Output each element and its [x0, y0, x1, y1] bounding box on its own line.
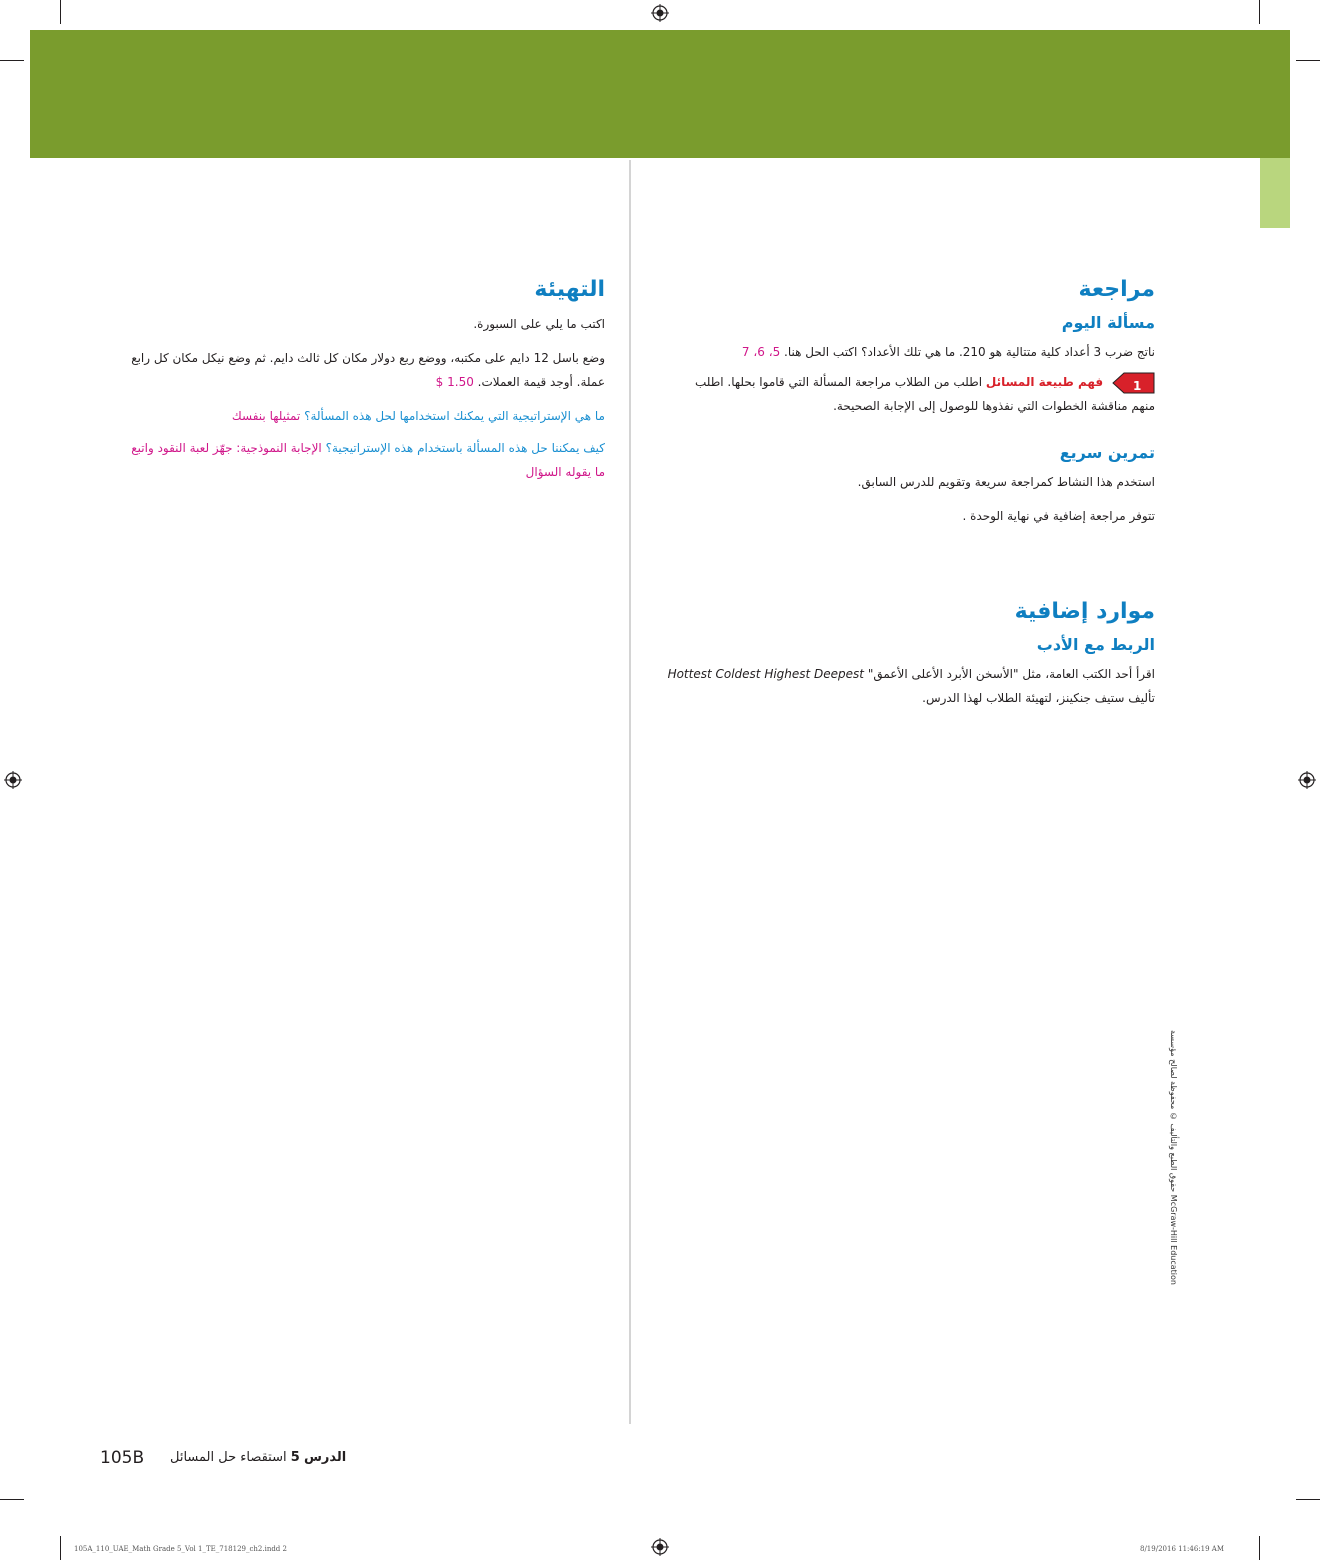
lesson-title: استقصاء حل المسائل [170, 1450, 287, 1465]
crop-mark [1259, 1536, 1260, 1560]
quick-drill-heading: تمرين سريع [1059, 443, 1155, 462]
crop-mark [1296, 60, 1320, 61]
registration-mark-icon [651, 1538, 669, 1556]
review-section [655, 276, 1155, 528]
lesson-label: الدرس [303, 1450, 347, 1465]
literature-text-ar: اقرأ أحد الكتب العامة، مثل "الأسخن الأبرد الأعلى الأعمق" [867, 667, 1155, 681]
registration-mark-icon [1298, 771, 1316, 789]
literature-heading: الربط مع الأدب [1036, 635, 1155, 654]
extra-resources-section [655, 598, 1155, 710]
review-title: مراجعة [1078, 277, 1155, 302]
literature-text [655, 662, 1155, 710]
launch-title: التهيئة [534, 277, 605, 302]
practice-text-line1: اطلب من الطلاب مراجعة المسألة التي قاموا بحلها. اطلب [694, 375, 983, 389]
answer2-line2: ما يقوله السؤال [525, 465, 605, 479]
file-slug: 105A_110_UAE_Math Grade 5_Vol 1_TE_718129_ch2.indd 2 [74, 1545, 287, 1553]
question2-text: كيف يمكننا حل هذه المسألة باستخدام هذه الإستراتيجية؟ [325, 441, 605, 455]
launch-section [105, 276, 605, 484]
crop-mark [1259, 0, 1260, 24]
crop-mark [0, 60, 24, 61]
side-tab [1260, 158, 1290, 228]
launch-story-line1: وضع باسل 12 دايم على مكتبه، ووضع ربع دولار مكان كل ثالث دايم. ثم وضع نيكل مكان كل رابع [131, 351, 605, 365]
problem-question: ناتج ضرب 3 أعداد كلية متتالية هو 210. ما هي تلك الأعداد؟ اكتب الحل هنا. [784, 345, 1155, 359]
date-slug: 8/19/2016 11:46:19 AM [1140, 1545, 1225, 1553]
crop-mark [1296, 1499, 1320, 1500]
literature-title-en: Hottest Coldest Highest Deepest [667, 667, 865, 681]
practice-badge [1111, 372, 1155, 394]
question1-text: ما هي الإستراتيجية التي يمكنك استخدامها لحل هذه المسألة؟ [304, 409, 605, 423]
problem-answer: 5، 6، 7 [741, 345, 781, 359]
launch-story [105, 346, 605, 394]
answer1-text: تمثيلها بنفسك [231, 409, 301, 423]
launch-question2 [105, 436, 605, 484]
lesson-number: 5 [290, 1450, 300, 1465]
launch-question1 [105, 404, 605, 428]
registration-mark-icon [4, 771, 22, 789]
crop-mark [60, 0, 61, 24]
registration-mark-icon [651, 4, 669, 22]
extra-resources-title: موارد إضافية [1014, 599, 1155, 624]
more-review-text: تتوفر مراجعة إضافية في نهاية الوحدة . [962, 509, 1155, 523]
problem-of-day-heading: مسألة اليوم [1061, 313, 1155, 332]
page-number: 105B [100, 1448, 145, 1468]
practice-text-line2: منهم مناقشة الخطوات التي نفذوها للوصول إلى الإجابة الصحيحة. [833, 399, 1155, 413]
launch-story-line2: عملة. أوجد قيمة العملات. [477, 375, 605, 389]
practice-badge-number: 1 [1133, 378, 1142, 393]
practice-paragraph [655, 370, 1155, 418]
crop-mark [0, 1499, 24, 1500]
problem-text [655, 340, 1155, 364]
header-band [30, 30, 1290, 158]
literature-text-line2: تأليف ستيف جنكينز، لتهيئة الطلاب لهذا الدرس. [922, 691, 1155, 705]
quick-drill-text: استخدم هذا النشاط كمراجعة سريعة وتقويم للدرس السابق. [857, 475, 1155, 489]
launch-story-answer: $ 1.50 [435, 375, 474, 389]
answer2-line1: الإجابة النموذجية: جهّز لعبة النقود واتبع [131, 441, 322, 455]
crop-mark [60, 1536, 61, 1560]
column-divider [629, 160, 631, 1424]
practice-label: فهم طبيعة المسائل [985, 375, 1104, 389]
lesson-footer [170, 1450, 346, 1465]
launch-instruction: اكتب ما يلي على السبورة. [473, 317, 605, 331]
copyright-notice: حقوق الطبع والتأليف © محفوظة لصالح مؤسسة McGraw-Hill Education [1169, 1030, 1178, 1285]
